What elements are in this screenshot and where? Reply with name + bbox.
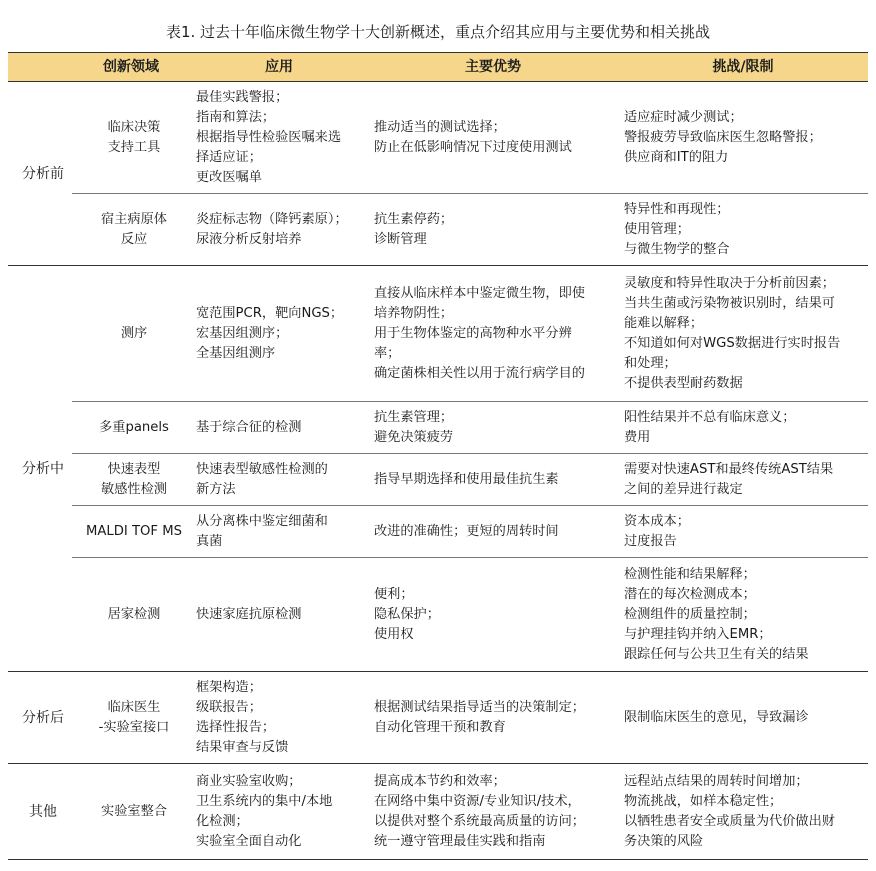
- table-row: [8, 194, 868, 266]
- table-row: [8, 558, 868, 672]
- table-row: [8, 82, 868, 194]
- application-cell: 最佳实践警报； 指南和算法； 根据指导性检验医嘱来选 择适应证； 更改医嘱单: [190, 82, 368, 194]
- challenges-cell: 灵敏度和特异性取决于分析前因素； 当共生菌或污染物被识别时，结果可 能难以解释； 不知道如何对WGS数据进行实时报告 和处理； 不提供表型耐药数据: [618, 266, 868, 402]
- area-cell: 居家检测: [72, 558, 190, 672]
- area-cell: 宿主病原体 反应: [72, 194, 190, 266]
- table-row: [8, 402, 868, 454]
- application-cell: 从分离株中鉴定细菌和 真菌: [190, 506, 368, 558]
- area-cell: 临床决策 支持工具: [72, 82, 190, 194]
- challenges-cell: 检测性能和结果解释； 潜在的每次检测成本； 检测组件的质量控制； 与护理挂钩并纳入EMR； 跟踪任何与公共卫生有关的结果: [618, 558, 868, 672]
- table-row: [8, 506, 868, 558]
- challenges-cell: 资本成本； 过度报告: [618, 506, 868, 558]
- header-application: 应用: [190, 53, 368, 82]
- advantages-cell: 提高成本节约和效率； 在网络中集中资源/专业知识/技术， 以提供对整个系统最高质量的访问； 统一遵守管理最佳实践和指南: [368, 764, 618, 860]
- advantages-cell: 抗生素管理； 避免决策疲劳: [368, 402, 618, 454]
- group-preanalytical: 分析前: [8, 82, 72, 266]
- challenges-cell: 阳性结果并不总有临床意义； 费用: [618, 402, 868, 454]
- advantages-cell: 根据测试结果指导适当的决策制定； 自动化管理干预和教育: [368, 672, 618, 764]
- challenges-cell: 限制临床医生的意见，导致漏诊: [618, 672, 868, 764]
- application-cell: 快速家庭抗原检测: [190, 558, 368, 672]
- advantages-cell: 推动适当的测试选择； 防止在低影响情况下过度使用测试: [368, 82, 618, 194]
- application-cell: 基于综合征的检测: [190, 402, 368, 454]
- advantages-cell: 抗生素停药； 诊断管理: [368, 194, 618, 266]
- header-area: 创新领域: [72, 53, 190, 82]
- header-group: [8, 53, 72, 82]
- group-other: 其他: [8, 764, 72, 860]
- area-cell: 临床医生 -实验室接口: [72, 672, 190, 764]
- application-cell: 炎症标志物（降钙素原）； 尿液分析反射培养: [190, 194, 368, 266]
- table-caption: 表1. 过去十年临床微生物学十大创新概述，重点介绍其应用与主要优势和相关挑战: [165, 23, 711, 41]
- advantages-cell: 指导早期选择和使用最佳抗生素: [368, 454, 618, 506]
- header-challenges: 挑战/限制: [618, 53, 868, 82]
- advantages-cell: 便利； 隐私保护； 使用权: [368, 558, 618, 672]
- group-analytical: 分析中: [8, 266, 72, 672]
- header-row: [8, 53, 868, 82]
- application-cell: 宽范围PCR，靶向NGS； 宏基因组测序； 全基因组测序: [190, 266, 368, 402]
- area-cell: 多重panels: [72, 402, 190, 454]
- area-cell: 测序: [72, 266, 190, 402]
- table-row: [8, 672, 868, 764]
- group-postanalytical: 分析后: [8, 672, 72, 764]
- challenges-cell: 特异性和再现性； 使用管理； 与微生物学的整合: [618, 194, 868, 266]
- advantages-cell: 改进的准确性；更短的周转时间: [368, 506, 618, 558]
- area-cell: MALDI TOF MS: [72, 506, 190, 558]
- table-row: [8, 764, 868, 860]
- area-cell: 实验室整合: [72, 764, 190, 860]
- table-row: [8, 266, 868, 402]
- application-cell: 框架构造； 级联报告； 选择性报告； 结果审查与反馈: [190, 672, 368, 764]
- application-cell: 快速表型敏感性检测的 新方法: [190, 454, 368, 506]
- challenges-cell: 远程站点结果的周转时间增加； 物流挑战，如样本稳定性； 以牺牲患者安全或质量为代价做出财 务决策的风险: [618, 764, 868, 860]
- advantages-cell: 直接从临床样本中鉴定微生物，即使 培养物阴性； 用于生物体鉴定的高物种水平分辨 率； 确定菌株相关性以用于流行病学目的: [368, 266, 618, 402]
- area-cell: 快速表型 敏感性检测: [72, 454, 190, 506]
- challenges-cell: 适应症时减少测试； 警报疲劳导致临床医生忽略警报； 供应商和IT的阻力: [618, 82, 868, 194]
- application-cell: 商业实验室收购； 卫生系统内的集中/本地 化检测； 实验室全面自动化: [190, 764, 368, 860]
- table-row: [8, 454, 868, 506]
- innovation-table: [8, 52, 868, 860]
- challenges-cell: 需要对快速AST和最终传统AST结果 之间的差异进行裁定: [618, 454, 868, 506]
- header-advantages: 主要优势: [368, 53, 618, 82]
